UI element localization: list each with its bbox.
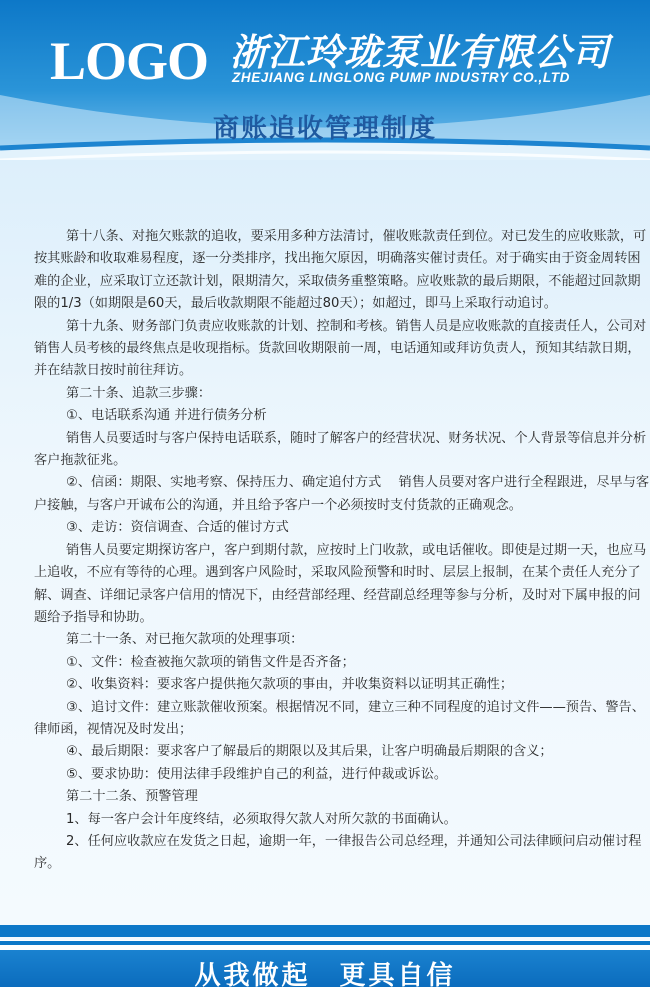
warning-item-2: 2、任何应收款应在发货之日起，逾期一年，一律报告公司总经理，并通知公司法律顾问启动催讨程序。 [34, 833, 642, 872]
warning-item-1: 1、每一客户会计年度终结，必须取得欠款人对所欠款的书面确认。 [66, 811, 457, 827]
footer-slogan: 从我做起 更具自信 [194, 961, 456, 991]
list-item-assistance: ⑤、要求协助：使用法律手段维护自己的利益，进行仲裁或诉讼。 [66, 766, 448, 782]
footer-divider-thin [0, 941, 650, 945]
paragraph-article-20: 第二十条、追款三步骤： [66, 385, 212, 401]
list-item-deadline: ④、最后期限：要求客户了解最后的期限以及其后果，让客户明确最后期限的含义； [66, 744, 553, 760]
logo: LOGO [50, 31, 209, 91]
document-title: 商账追收管理制度 [212, 114, 437, 144]
company-name: 浙江玲珑泵业有限公司 [230, 30, 610, 74]
company-name-english: ZHEJIANG LINGLONG PUMP INDUSTRY CO.,LTD [232, 70, 570, 85]
step-3-text: 销售人员要定期探访客户，客户到期付款，应按时上门收款，或电话催收。即使是过期一天，也应马上追收，不应有等待的心理。遇到客户风险时，采取风险预警和时时、层层上报制，在某个责任人充分了解、调查、详细记录客户信用的情况下，由经营部经理、经营副总经理等参与分析，及时对下属申报的问题给予指导和协助。 [34, 542, 647, 625]
document-body [34, 226, 650, 876]
list-item-recovery-docs: ③、追讨文件：建立账款催收预案。根据情况不同，建立三种不同程度的追讨文件——预告、警告、律师函，视情况及时发出； [34, 699, 645, 737]
step-2-text: ②、信函：期限、实地考察、保持压力、确定追付方式 销售人员要对客户进行全程跟进，尽早与客户接触，与客户开诚布公的沟通，并且给予客户一个必须按时支付货款的正确观念。 [34, 475, 650, 513]
paragraph-article-22: 第二十二条、预警管理 [66, 789, 198, 805]
step-1-heading: ①、电话联系沟通 并进行债务分析 [66, 408, 267, 424]
step-3-heading: ③、走访：资信调查、合适的催讨方式 [66, 520, 289, 536]
list-item-documents: ①、文件：检查被拖欠款项的销售文件是否齐备； [66, 654, 355, 670]
step-1-text: 销售人员要适时与客户保持电话联系，随时了解客户的经营状况、财务状况、个人背景等信息并分析客户拖款征兆。 [34, 430, 647, 469]
footer-divider [0, 925, 650, 937]
paragraph-article-21: 第二十一条、对已拖欠款项的处理事项： [66, 632, 304, 648]
paragraph-article-18: 第十八条、对拖欠账款的追收，要采用多种方法清讨，催收账款责任到位。对已发生的应收账款，可按其账龄和收取难易程度，逐一分类排序，找出拖欠原因，明确落实催讨责任。对于确实由于资金周转困难的企业，应采取订立还款计划，限期清欠，采取债务重整策略。应收账款的最后期限，不能超过回款期限的1/3（如期限是60天，最后收款期限不能超过80天）；如超过，即马上采取行动追讨。 [34, 229, 647, 312]
list-item-collect-data: ②、收集资料：要求客户提供拖欠款项的事由，并收集资料以证明其正确性； [66, 677, 514, 693]
paragraph-article-19: 第十九条、财务部门负责应收账款的计划、控制和考核。销售人员是应收账款的直接责任人，公司对销售人员考核的最终焦点是收现指标。货款回收期限前一周，电话通知或拜访负责人，预知其结款日期，并在结款日按时前往拜访。 [34, 318, 647, 379]
